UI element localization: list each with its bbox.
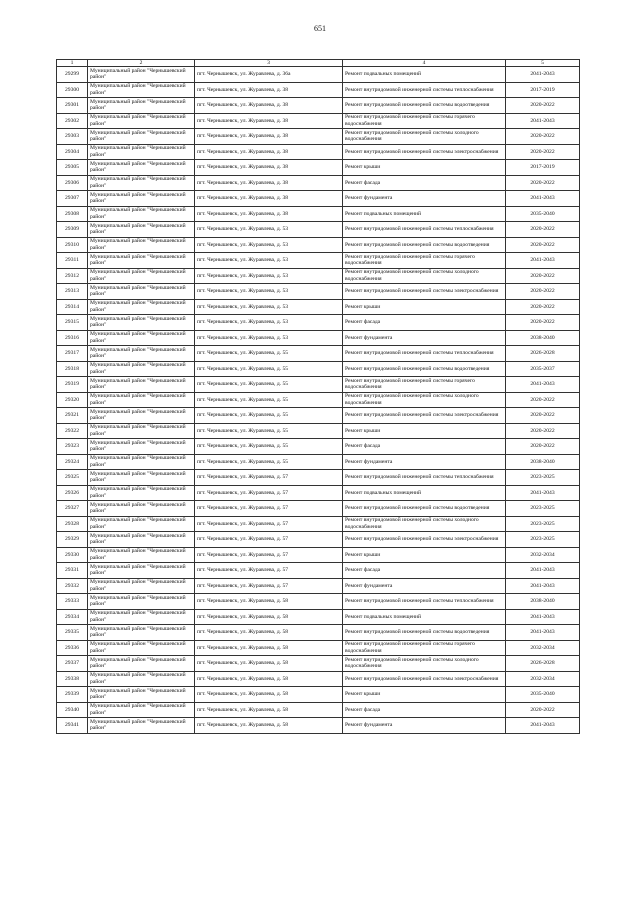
address-cell: пгт. Чернышевск, ул. Журавлева, д. 57	[195, 532, 343, 548]
municipality-cell: Муниципальный район "Чернышевский район"	[88, 191, 195, 207]
municipality-cell: Муниципальный район "Чернышевский район"	[88, 330, 195, 346]
row-number-cell: 29312	[57, 268, 88, 284]
address-cell: пгт. Чернышевск, ул. Журавлева, д. 53	[195, 253, 343, 269]
address-cell: пгт. Чернышевск, ул. Журавлева, д. 38	[195, 206, 343, 222]
period-cell: 2035-2040	[506, 687, 580, 703]
row-number-cell: 29338	[57, 671, 88, 687]
address-cell: пгт. Чернышевск, ул. Журавлева, д. 58	[195, 718, 343, 734]
work-type-cell: Ремонт внутридомовой инженерной системы холодного водоснабжения	[343, 516, 506, 532]
work-type-cell: Ремонт внутридомовой инженерной системы горячего водоснабжения	[343, 640, 506, 656]
period-cell: 2041-2043	[506, 191, 580, 207]
period-cell: 2032-2034	[506, 640, 580, 656]
table-row	[57, 423, 580, 439]
table-row	[57, 191, 580, 207]
period-cell: 2041-2043	[506, 253, 580, 269]
period-cell: 2041-2043	[506, 67, 580, 83]
address-cell: пгт. Чернышевск, ул. Журавлева, д. 55	[195, 408, 343, 424]
table-row	[57, 253, 580, 269]
row-number-cell: 29306	[57, 175, 88, 191]
period-cell: 2020-2022	[506, 144, 580, 160]
row-number-cell: 29304	[57, 144, 88, 160]
period-cell: 2041-2043	[506, 718, 580, 734]
row-number-cell: 29309	[57, 222, 88, 238]
work-type-cell: Ремонт фундамента	[343, 578, 506, 594]
table-row	[57, 625, 580, 641]
municipality-cell: Муниципальный район "Чернышевский район"	[88, 361, 195, 377]
period-cell: 2020-2022	[506, 392, 580, 408]
address-cell: пгт. Чернышевск, ул. Журавлева, д. 38	[195, 175, 343, 191]
table-row	[57, 315, 580, 331]
table-row	[57, 516, 580, 532]
municipality-cell: Муниципальный район "Чернышевский район"	[88, 408, 195, 424]
table-header	[57, 60, 580, 67]
period-cell: 2038-2040	[506, 330, 580, 346]
table-row	[57, 408, 580, 424]
work-type-cell: Ремонт фундамента	[343, 330, 506, 346]
row-number-cell: 29302	[57, 113, 88, 129]
table-row	[57, 594, 580, 610]
period-cell: 2038-2040	[506, 454, 580, 470]
work-type-cell: Ремонт фасада	[343, 315, 506, 331]
row-number-cell: 29318	[57, 361, 88, 377]
municipality-cell: Муниципальный район "Чернышевский район"	[88, 98, 195, 114]
work-type-cell: Ремонт крыши	[343, 547, 506, 563]
table-row	[57, 222, 580, 238]
work-type-cell: Ремонт внутридомовой инженерной системы водоотведения	[343, 361, 506, 377]
header-row	[57, 60, 580, 67]
table-row	[57, 82, 580, 98]
period-cell: 2041-2043	[506, 625, 580, 641]
period-cell: 2020-2022	[506, 315, 580, 331]
row-number-cell: 29336	[57, 640, 88, 656]
table-row	[57, 702, 580, 718]
column-header-3: 3	[195, 60, 343, 67]
address-cell: пгт. Чернышевск, ул. Журавлева, д. 38	[195, 144, 343, 160]
municipality-cell: Муниципальный район "Чернышевский район"	[88, 439, 195, 455]
period-cell: 2020-2022	[506, 423, 580, 439]
row-number-cell: 29319	[57, 377, 88, 393]
address-cell: пгт. Чернышевск, ул. Журавлева, д. 38	[195, 160, 343, 176]
municipality-cell: Муниципальный район "Чернышевский район"	[88, 144, 195, 160]
table-row	[57, 640, 580, 656]
period-cell: 2041-2043	[506, 578, 580, 594]
period-cell: 2020-2022	[506, 129, 580, 145]
period-cell: 2023-2025	[506, 516, 580, 532]
table-row	[57, 470, 580, 486]
municipality-cell: Муниципальный район "Чернышевский район"	[88, 315, 195, 331]
period-cell: 2023-2025	[506, 470, 580, 486]
municipality-cell: Муниципальный район "Чернышевский район"	[88, 268, 195, 284]
municipality-cell: Муниципальный район "Чернышевский район"	[88, 113, 195, 129]
work-type-cell: Ремонт фасада	[343, 702, 506, 718]
municipality-cell: Муниципальный район "Чернышевский район"	[88, 547, 195, 563]
row-number-cell: 29316	[57, 330, 88, 346]
address-cell: пгт. Чернышевск, ул. Журавлева, д. 58	[195, 609, 343, 625]
work-type-cell: Ремонт крыши	[343, 160, 506, 176]
period-cell: 2020-2022	[506, 408, 580, 424]
period-cell: 2041-2043	[506, 377, 580, 393]
row-number-cell: 29341	[57, 718, 88, 734]
work-type-cell: Ремонт внутридомовой инженерной системы горячего водоснабжения	[343, 113, 506, 129]
period-cell: 2020-2022	[506, 284, 580, 300]
address-cell: пгт. Чернышевск, ул. Журавлева, д. 57	[195, 516, 343, 532]
work-type-cell: Ремонт внутридомовой инженерной системы электроснабжения	[343, 144, 506, 160]
column-header-4: 4	[343, 60, 506, 67]
period-cell: 2020-2022	[506, 268, 580, 284]
municipality-cell: Муниципальный район "Чернышевский район"	[88, 609, 195, 625]
period-cell: 2026-2028	[506, 656, 580, 672]
table-row	[57, 144, 580, 160]
table-row	[57, 268, 580, 284]
table-row	[57, 563, 580, 579]
municipality-cell: Муниципальный район "Чернышевский район"	[88, 687, 195, 703]
work-type-cell: Ремонт подвальных помещений	[343, 485, 506, 501]
address-cell: пгт. Чернышевск, ул. Журавлева, д. 58	[195, 640, 343, 656]
row-number-cell: 29321	[57, 408, 88, 424]
row-number-cell: 29313	[57, 284, 88, 300]
work-type-cell: Ремонт внутридомовой инженерной системы холодного водоснабжения	[343, 656, 506, 672]
row-number-cell: 29322	[57, 423, 88, 439]
municipality-cell: Муниципальный район "Чернышевский район"	[88, 485, 195, 501]
work-type-cell: Ремонт внутридомовой инженерной системы водоотведения	[343, 501, 506, 517]
address-cell: пгт. Чернышевск, ул. Журавлева, д. 57	[195, 485, 343, 501]
address-cell: пгт. Чернышевск, ул. Журавлева, д. 53	[195, 315, 343, 331]
work-type-cell: Ремонт внутридомовой инженерной системы холодного водоснабжения	[343, 392, 506, 408]
work-type-cell: Ремонт крыши	[343, 687, 506, 703]
address-cell: пгт. Чернышевск, ул. Журавлева, д. 57	[195, 563, 343, 579]
address-cell: пгт. Чернышевск, ул. Журавлева, д. 36а	[195, 67, 343, 83]
period-cell: 2032-2034	[506, 671, 580, 687]
address-cell: пгт. Чернышевск, ул. Журавлева, д. 58	[195, 671, 343, 687]
row-number-cell: 29337	[57, 656, 88, 672]
work-type-cell: Ремонт крыши	[343, 423, 506, 439]
row-number-cell: 29303	[57, 129, 88, 145]
period-cell: 2032-2034	[506, 547, 580, 563]
work-type-cell: Ремонт внутридомовой инженерной системы горячего водоснабжения	[343, 253, 506, 269]
period-cell: 2041-2043	[506, 113, 580, 129]
address-cell: пгт. Чернышевск, ул. Журавлева, д. 55	[195, 377, 343, 393]
row-number-cell: 29334	[57, 609, 88, 625]
municipality-cell: Муниципальный район "Чернышевский район"	[88, 563, 195, 579]
table-row	[57, 718, 580, 734]
work-type-cell: Ремонт внутридомовой инженерной системы водоотведения	[343, 98, 506, 114]
row-number-cell: 29326	[57, 485, 88, 501]
table-row	[57, 206, 580, 222]
column-header-2: 2	[88, 60, 195, 67]
table-row	[57, 687, 580, 703]
work-type-cell: Ремонт фундамента	[343, 454, 506, 470]
work-type-cell: Ремонт внутридомовой инженерной системы холодного водоснабжения	[343, 129, 506, 145]
row-number-cell: 29339	[57, 687, 88, 703]
work-type-cell: Ремонт подвальных помещений	[343, 206, 506, 222]
address-cell: пгт. Чернышевск, ул. Журавлева, д. 53	[195, 237, 343, 253]
period-cell: 2038-2040	[506, 594, 580, 610]
table-body	[57, 67, 580, 734]
address-cell: пгт. Чернышевск, ул. Журавлева, д. 55	[195, 361, 343, 377]
table-row	[57, 547, 580, 563]
row-number-cell: 29333	[57, 594, 88, 610]
municipality-cell: Муниципальный район "Чернышевский район"	[88, 454, 195, 470]
municipality-cell: Муниципальный район "Чернышевский район"	[88, 470, 195, 486]
row-number-cell: 29315	[57, 315, 88, 331]
address-cell: пгт. Чернышевск, ул. Журавлева, д. 38	[195, 129, 343, 145]
table-row	[57, 160, 580, 176]
column-header-1: 1	[57, 60, 88, 67]
work-type-cell: Ремонт крыши	[343, 299, 506, 315]
municipality-cell: Муниципальный район "Чернышевский район"	[88, 222, 195, 238]
address-cell: пгт. Чернышевск, ул. Журавлева, д. 53	[195, 222, 343, 238]
row-number-cell: 29320	[57, 392, 88, 408]
address-cell: пгт. Чернышевск, ул. Журавлева, д. 53	[195, 284, 343, 300]
address-cell: пгт. Чернышевск, ул. Журавлева, д. 53	[195, 299, 343, 315]
work-type-cell: Ремонт внутридомовой инженерной системы теплоснабжения	[343, 346, 506, 362]
row-number-cell: 29308	[57, 206, 88, 222]
row-number-cell: 29307	[57, 191, 88, 207]
work-type-cell: Ремонт фасада	[343, 439, 506, 455]
period-cell: 2020-2022	[506, 175, 580, 191]
row-number-cell: 29317	[57, 346, 88, 362]
work-type-cell: Ремонт внутридомовой инженерной системы электроснабжения	[343, 532, 506, 548]
period-cell: 2020-2022	[506, 222, 580, 238]
municipality-cell: Муниципальный район "Чернышевский район"	[88, 206, 195, 222]
row-number-cell: 29314	[57, 299, 88, 315]
address-cell: пгт. Чернышевск, ул. Журавлева, д. 53	[195, 330, 343, 346]
address-cell: пгт. Чернышевск, ул. Журавлева, д. 55	[195, 454, 343, 470]
row-number-cell: 29331	[57, 563, 88, 579]
address-cell: пгт. Чернышевск, ул. Журавлева, д. 58	[195, 687, 343, 703]
table-row	[57, 361, 580, 377]
address-cell: пгт. Чернышевск, ул. Журавлева, д. 38	[195, 191, 343, 207]
work-type-cell: Ремонт внутридомовой инженерной системы электроснабжения	[343, 408, 506, 424]
table-row	[57, 485, 580, 501]
address-cell: пгт. Чернышевск, ул. Журавлева, д. 58	[195, 625, 343, 641]
municipality-cell: Муниципальный район "Чернышевский район"	[88, 671, 195, 687]
work-type-cell: Ремонт внутридомовой инженерной системы теплоснабжения	[343, 82, 506, 98]
address-cell: пгт. Чернышевск, ул. Журавлева, д. 58	[195, 702, 343, 718]
table-row	[57, 609, 580, 625]
address-cell: пгт. Чернышевск, ул. Журавлева, д. 57	[195, 547, 343, 563]
column-header-5: 5	[506, 60, 580, 67]
municipality-cell: Муниципальный район "Чернышевский район"	[88, 516, 195, 532]
row-number-cell: 29305	[57, 160, 88, 176]
period-cell: 2020-2022	[506, 702, 580, 718]
period-cell: 2041-2043	[506, 563, 580, 579]
municipality-cell: Муниципальный район "Чернышевский район"	[88, 377, 195, 393]
work-type-cell: Ремонт подвальных помещений	[343, 67, 506, 83]
municipality-cell: Муниципальный район "Чернышевский район"	[88, 82, 195, 98]
municipality-cell: Муниципальный район "Чернышевский район"	[88, 237, 195, 253]
municipality-cell: Муниципальный район "Чернышевский район"	[88, 129, 195, 145]
address-cell: пгт. Чернышевск, ул. Журавлева, д. 38	[195, 113, 343, 129]
table-row	[57, 129, 580, 145]
address-cell: пгт. Чернышевск, ул. Журавлева, д. 53	[195, 268, 343, 284]
municipality-cell: Муниципальный район "Чернышевский район"	[88, 625, 195, 641]
municipality-cell: Муниципальный район "Чернышевский район"	[88, 299, 195, 315]
address-cell: пгт. Чернышевск, ул. Журавлева, д. 38	[195, 98, 343, 114]
period-cell: 2035-2040	[506, 206, 580, 222]
period-cell: 2017-2019	[506, 82, 580, 98]
table-row	[57, 113, 580, 129]
period-cell: 2020-2022	[506, 439, 580, 455]
row-number-cell: 29310	[57, 237, 88, 253]
period-cell: 2026-2028	[506, 346, 580, 362]
table-row	[57, 439, 580, 455]
period-cell: 2035-2037	[506, 361, 580, 377]
row-number-cell: 29327	[57, 501, 88, 517]
municipality-cell: Муниципальный район "Чернышевский район"	[88, 640, 195, 656]
municipality-cell: Муниципальный район "Чернышевский район"	[88, 392, 195, 408]
address-cell: пгт. Чернышевск, ул. Журавлева, д. 58	[195, 594, 343, 610]
work-type-cell: Ремонт подвальных помещений	[343, 609, 506, 625]
work-type-cell: Ремонт внутридомовой инженерной системы теплоснабжения	[343, 222, 506, 238]
page-number: 651	[314, 24, 326, 33]
row-number-cell: 29328	[57, 516, 88, 532]
table-row	[57, 299, 580, 315]
row-number-cell: 29311	[57, 253, 88, 269]
period-cell: 2020-2022	[506, 299, 580, 315]
row-number-cell: 29301	[57, 98, 88, 114]
table-row	[57, 392, 580, 408]
address-cell: пгт. Чернышевск, ул. Журавлева, д. 55	[195, 439, 343, 455]
municipality-cell: Муниципальный район "Чернышевский район"	[88, 67, 195, 83]
work-type-cell: Ремонт внутридомовой инженерной системы холодного водоснабжения	[343, 268, 506, 284]
period-cell: 2023-2025	[506, 501, 580, 517]
work-type-cell: Ремонт внутридомовой инженерной системы электроснабжения	[343, 284, 506, 300]
work-type-cell: Ремонт фасада	[343, 563, 506, 579]
period-cell: 2020-2022	[506, 98, 580, 114]
row-number-cell: 29335	[57, 625, 88, 641]
table-row	[57, 346, 580, 362]
municipality-cell: Муниципальный район "Чернышевский район"	[88, 532, 195, 548]
row-number-cell: 29299	[57, 67, 88, 83]
table-row	[57, 501, 580, 517]
address-cell: пгт. Чернышевск, ул. Журавлева, д. 55	[195, 346, 343, 362]
table-row	[57, 330, 580, 346]
municipality-cell: Муниципальный район "Чернышевский район"	[88, 346, 195, 362]
table-row	[57, 454, 580, 470]
work-type-cell: Ремонт фундамента	[343, 718, 506, 734]
address-cell: пгт. Чернышевск, ул. Журавлева, д. 55	[195, 423, 343, 439]
address-cell: пгт. Чернышевск, ул. Журавлева, д. 55	[195, 392, 343, 408]
period-cell: 2023-2025	[506, 532, 580, 548]
municipality-cell: Муниципальный район "Чернышевский район"	[88, 160, 195, 176]
work-type-cell: Ремонт внутридомовой инженерной системы горячего водоснабжения	[343, 377, 506, 393]
row-number-cell: 29332	[57, 578, 88, 594]
table-row	[57, 656, 580, 672]
row-number-cell: 29325	[57, 470, 88, 486]
row-number-cell: 29324	[57, 454, 88, 470]
municipality-cell: Муниципальный район "Чернышевский район"	[88, 253, 195, 269]
municipality-cell: Муниципальный район "Чернышевский район"	[88, 594, 195, 610]
work-type-cell: Ремонт внутридомовой инженерной системы водоотведения	[343, 625, 506, 641]
table-row	[57, 578, 580, 594]
row-number-cell: 29323	[57, 439, 88, 455]
table-row	[57, 237, 580, 253]
work-type-cell: Ремонт внутридомовой инженерной системы теплоснабжения	[343, 470, 506, 486]
table-row	[57, 532, 580, 548]
row-number-cell: 29330	[57, 547, 88, 563]
work-type-cell: Ремонт внутридомовой инженерной системы теплоснабжения	[343, 594, 506, 610]
municipality-cell: Муниципальный район "Чернышевский район"	[88, 656, 195, 672]
period-cell: 2041-2043	[506, 609, 580, 625]
municipality-cell: Муниципальный район "Чернышевский район"	[88, 175, 195, 191]
work-type-cell: Ремонт фасада	[343, 175, 506, 191]
municipality-cell: Муниципальный район "Чернышевский район"	[88, 423, 195, 439]
address-cell: пгт. Чернышевск, ул. Журавлева, д. 38	[195, 82, 343, 98]
work-type-cell: Ремонт внутридомовой инженерной системы электроснабжения	[343, 671, 506, 687]
table-row	[57, 377, 580, 393]
table-row	[57, 671, 580, 687]
period-cell: 2020-2022	[506, 237, 580, 253]
municipality-cell: Муниципальный район "Чернышевский район"	[88, 718, 195, 734]
municipality-cell: Муниципальный район "Чернышевский район"	[88, 284, 195, 300]
municipality-cell: Муниципальный район "Чернышевский район"	[88, 578, 195, 594]
address-cell: пгт. Чернышевск, ул. Журавлева, д. 57	[195, 501, 343, 517]
address-cell: пгт. Чернышевск, ул. Журавлева, д. 57	[195, 578, 343, 594]
table-row	[57, 67, 580, 83]
work-type-cell: Ремонт внутридомовой инженерной системы водоотведения	[343, 237, 506, 253]
municipality-cell: Муниципальный район "Чернышевский район"	[88, 501, 195, 517]
table-row	[57, 98, 580, 114]
capital-repair-table	[56, 59, 580, 734]
period-cell: 2017-2019	[506, 160, 580, 176]
address-cell: пгт. Чернышевск, ул. Журавлева, д. 57	[195, 470, 343, 486]
work-type-cell: Ремонт фундамента	[343, 191, 506, 207]
period-cell: 2041-2043	[506, 485, 580, 501]
table-row	[57, 175, 580, 191]
row-number-cell: 29340	[57, 702, 88, 718]
row-number-cell: 29300	[57, 82, 88, 98]
municipality-cell: Муниципальный район "Чернышевский район"	[88, 702, 195, 718]
row-number-cell: 29329	[57, 532, 88, 548]
table-row	[57, 284, 580, 300]
address-cell: пгт. Чернышевск, ул. Журавлева, д. 58	[195, 656, 343, 672]
